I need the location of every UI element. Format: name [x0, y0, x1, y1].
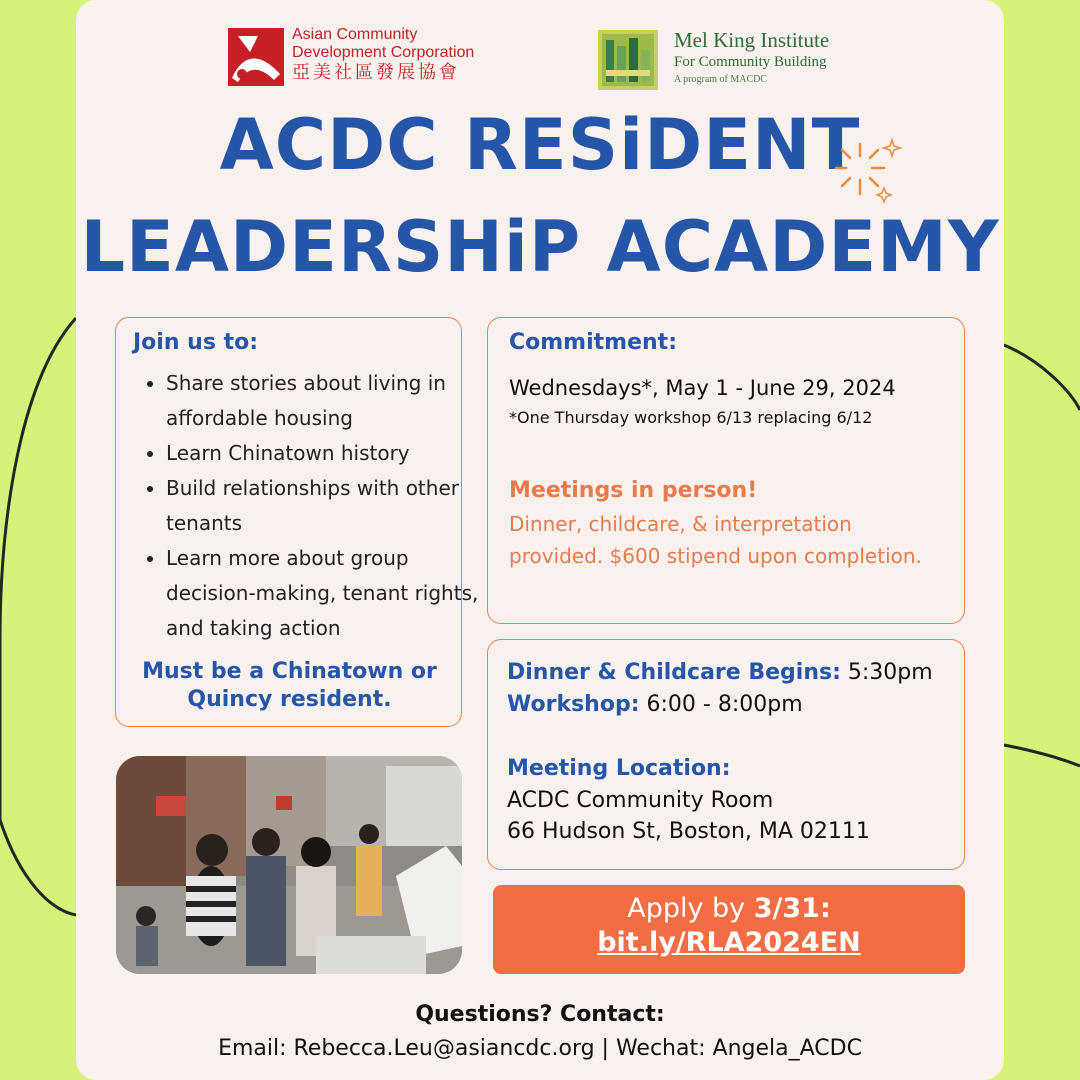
- apply-banner[interactable]: [493, 885, 965, 974]
- workshop-row: [507, 692, 803, 717]
- acdc-name-line2: Development Corporation: [292, 44, 475, 61]
- schedule-box: [487, 639, 965, 870]
- residency-requirement: [116, 658, 463, 714]
- apply-prefix: Apply by: [627, 893, 746, 924]
- acdc-logo: [228, 24, 488, 94]
- page-title-line1: ACDC RESiDENT: [219, 104, 861, 186]
- flyer-card: [76, 0, 1004, 1080]
- mel-king-logo: [598, 28, 868, 92]
- mel-king-program: A program of MACDC: [674, 74, 768, 85]
- commitment-box: [487, 317, 965, 624]
- commitment-dates: Wednesdays*, May 1 - June 29, 2024: [509, 376, 896, 400]
- sparkle-icon: [832, 134, 904, 208]
- mel-king-subtitle: For Community Building: [674, 54, 827, 70]
- list-item: • Build relationships with other tenants: [166, 471, 486, 541]
- meetings-body: Dinner, childcare, & interpretation provided. $600 stipend upon completion.: [509, 512, 922, 568]
- location-address: 66 Hudson St, Boston, MA 02111: [507, 819, 870, 844]
- list-item: • Learn more about group decision-making, tenant rights, and taking action: [166, 541, 486, 646]
- requirement-line1: Must be a Chinatown or: [142, 659, 437, 684]
- contact-heading: Questions? Contact:: [415, 1002, 665, 1027]
- chinatown-street-photo: [116, 756, 462, 974]
- dinner-label: Dinner & Childcare Begins:: [507, 660, 841, 685]
- contact-details: Email: Rebecca.Leu@asiancdc.org | Wechat: Angela_ACDC: [218, 1036, 862, 1061]
- location-name: ACDC Community Room: [507, 788, 774, 813]
- list-item: • Share stories about living in affordable housing: [166, 366, 486, 436]
- join-us-box: [115, 317, 479, 727]
- page-title-line2: LEADERSHiP ACADEMY: [80, 206, 1000, 288]
- join-us-heading: Join us to:: [133, 330, 259, 355]
- mel-king-title: Mel King Institute: [674, 28, 830, 52]
- acdc-name-line1: Asian Community: [292, 26, 418, 43]
- requirement-line2: Quincy resident.: [187, 687, 392, 712]
- acdc-name-chinese: 亞美社區發展協會: [292, 62, 460, 83]
- apply-link[interactable]: bit.ly/RLA2024EN: [597, 927, 861, 958]
- join-us-list: [134, 366, 486, 646]
- commitment-note: *One Thursday workshop 6/13 replacing 6/12: [509, 408, 873, 427]
- apply-deadline: 3/31:: [753, 893, 831, 924]
- dinner-row: [507, 660, 933, 685]
- meetings-heading: Meetings in person!: [509, 478, 758, 503]
- commitment-heading: Commitment:: [509, 330, 677, 355]
- workshop-label: Workshop:: [507, 692, 640, 717]
- list-item: • Learn Chinatown history: [166, 436, 486, 471]
- apply-deadline-line: [493, 893, 965, 924]
- mel-king-logo-mark: [598, 30, 658, 90]
- workshop-time: 6:00 - 8:00pm: [646, 692, 803, 717]
- dinner-time: 5:30pm: [847, 660, 933, 685]
- location-heading: Meeting Location:: [507, 756, 731, 781]
- acdc-logo-mark: [228, 28, 284, 86]
